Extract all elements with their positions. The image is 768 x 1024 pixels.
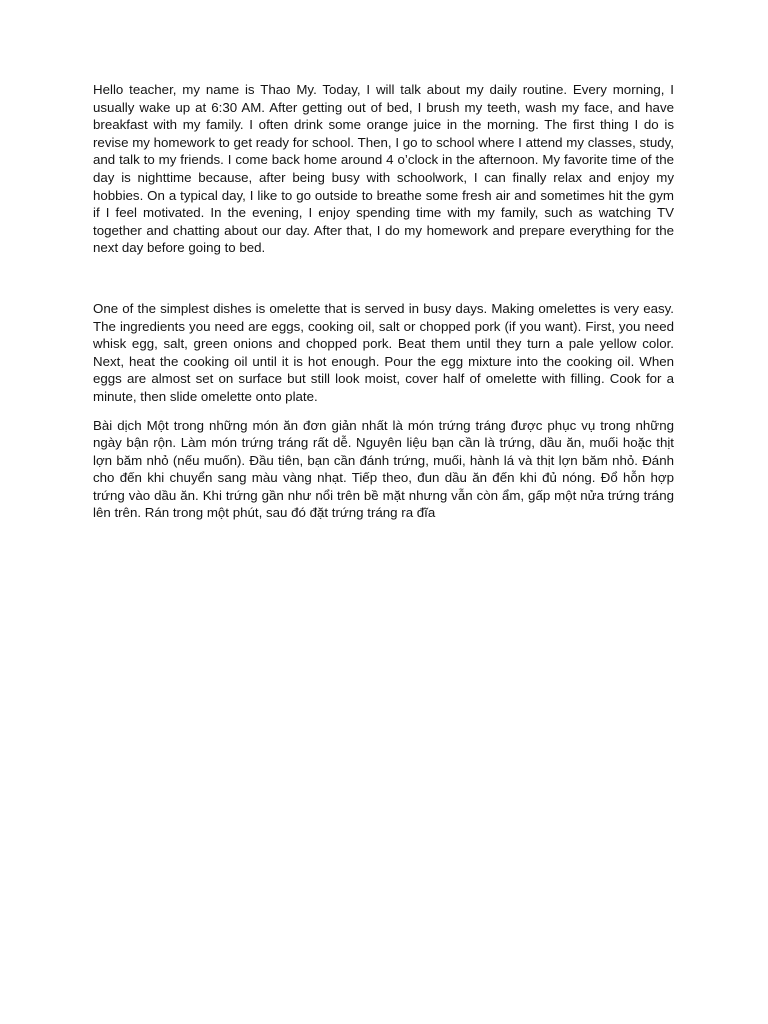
paragraph-omelette-vietnamese: Bài dịch Một trong những món ăn đơn giản nhất là món trứng tráng được phục vụ trong những ngày bận rộn. Làm món trứng tráng rất dễ. Nguyên liệu bạn cần là trứng, dầu ăn, muối hoặc thịt lợn băm nhỏ (nếu muốn). Đầu tiên, bạn cần đánh trứng, muối, hành lá và thịt lợn băm nhỏ. Đánh cho đến khi chuyển sang màu vàng nhạt. Tiếp theo, đun dầu ăn đến khi đủ nóng. Đổ hỗn hợp trứng vào dầu ăn. Khi trứng gần như nổi trên bề mặt nhưng vẫn còn ẩm, gấp một nửa trứng tráng lên trên. Rán trong một phút, sau đó đặt trứng tráng ra đĩa <box>93 417 674 521</box>
document-page <box>93 81 674 522</box>
paragraph-omelette-english: One of the simplest dishes is omelette that is served in busy days. Making omelettes is very easy. The ingredients you need are eggs, cooking oil, salt or chopped pork (if you want). First, you need whisk egg, salt, green onions and chopped pork. Beat them until they turn a pale yellow color. Next, heat the cooking oil until it is hot enough. Pour the egg mixture into the cooking oil. When eggs are almost set on surface but still look moist, cover half of omelette with filling. Cook for a minute, then slide omelette onto plate. <box>93 300 674 404</box>
paragraph-daily-routine: Hello teacher, my name is Thao My. Today, I will talk about my daily routine. Every morning, I usually wake up at 6:30 AM. After getting out of bed, I brush my teeth, wash my face, and have breakfast with my family. I often drink some orange juice in the morning. The first thing I do is revise my homework to get ready for school. Then, I go to school where I attend my classes, study, and talk to my friends. I come back home around 4 o’clock in the afternoon. My favorite time of the day is nighttime because, after being busy with schoolwork, I can finally relax and enjoy my hobbies. On a typical day, I like to go outside to breathe some fresh air and sometimes hit the gym if I feel motivated. In the evening, I enjoy spending time with my family, such as watching TV together and chatting about our day. After that, I do my homework and prepare everything for the next day before going to bed. <box>93 82 674 256</box>
